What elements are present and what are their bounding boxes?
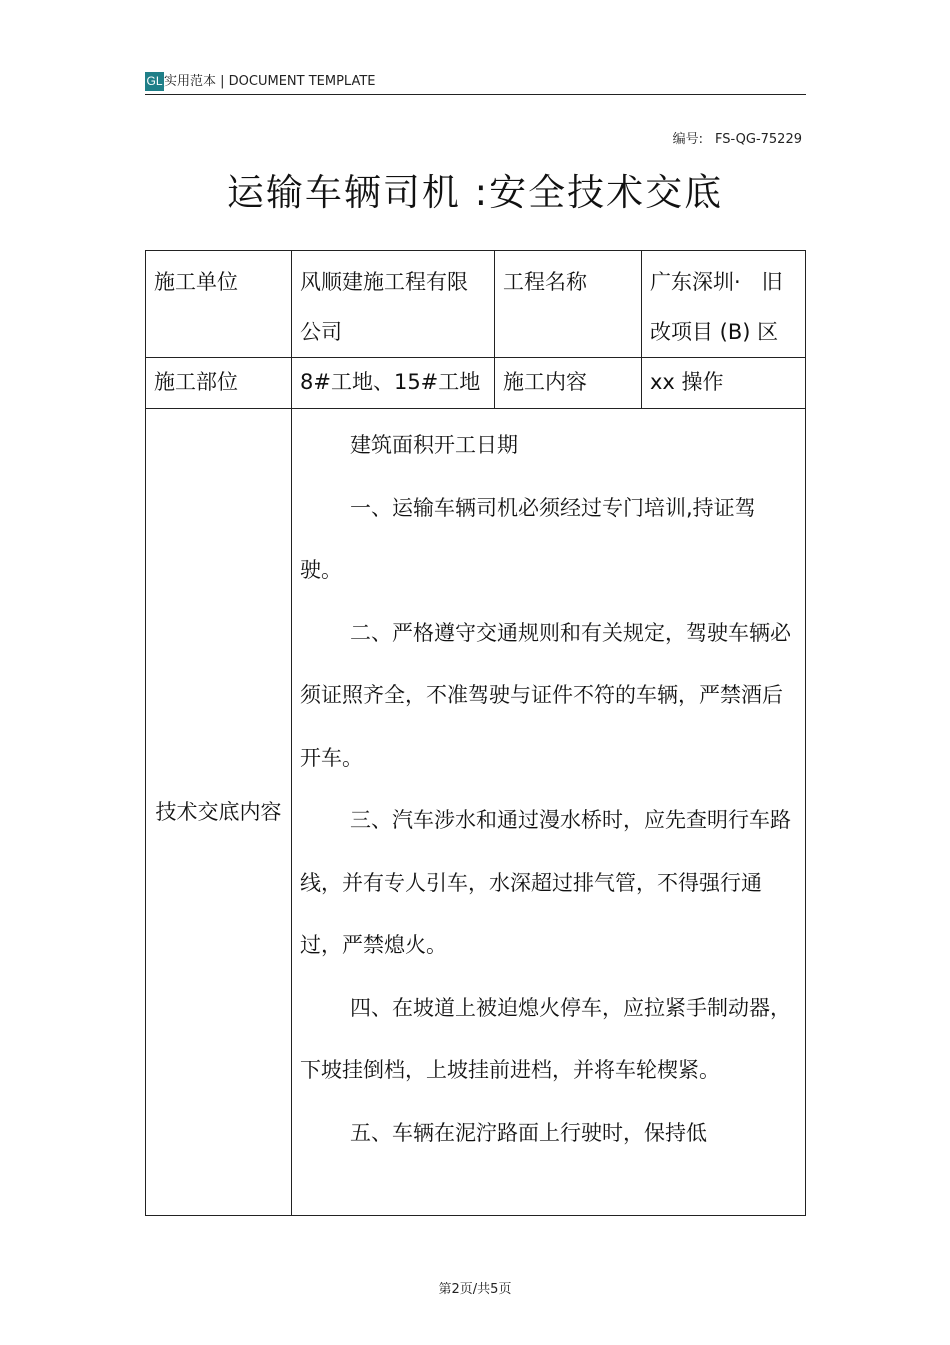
document-number-value: FS-QG-75229 xyxy=(714,132,802,147)
construction-content-label: 施工内容 xyxy=(503,370,587,394)
table-row xyxy=(146,251,806,358)
table-row xyxy=(146,409,806,1216)
page-header xyxy=(145,70,806,95)
project-name-value: 广东深圳· 旧改项目 (B) 区 xyxy=(650,270,783,344)
table-cell xyxy=(146,358,292,409)
paragraph: 四、在坡道上被迫熄火停车，应拉紧手制动器，下坡挂倒档，上坡挂前进档，并将车轮楔紧。 xyxy=(300,995,791,1082)
table-cell xyxy=(146,409,292,1216)
document-title: 运输车辆司机 :安全技术交底 xyxy=(226,171,724,214)
table-cell xyxy=(292,358,495,409)
page-footer: 第2页/共5页 xyxy=(438,1282,512,1297)
table-cell xyxy=(495,358,642,409)
technical-disclosure-content xyxy=(292,409,805,1164)
table-cell xyxy=(146,251,292,358)
disclosure-table xyxy=(145,250,806,1216)
table-cell xyxy=(642,358,806,409)
header-text: 实用范本 | DOCUMENT TEMPLATE xyxy=(164,74,376,89)
document-number xyxy=(673,128,802,147)
table-cell xyxy=(495,251,642,358)
construction-site-label: 施工部位 xyxy=(154,370,238,394)
table-cell xyxy=(642,251,806,358)
construction-content-value: xx 操作 xyxy=(650,370,724,394)
construction-site-value: 8#工地、15#工地 xyxy=(300,370,481,394)
technical-disclosure-label: 技术交底内容 xyxy=(155,800,282,824)
paragraph: 二、严格遵守交通规则和有关规定，驾驶车辆必须证照齐全，不准驾驶与证件不符的车辆，严禁酒后开车。 xyxy=(300,620,791,770)
gl-logo: GL xyxy=(145,72,164,91)
paragraph: 五、车辆在泥泞路面上行驶时，保持低 xyxy=(350,1120,707,1145)
paragraph: 三、汽车涉水和通过漫水桥时，应先查明行车路线，并有专人引车，水深超过排气管，不得强行通过，严禁熄火。 xyxy=(300,808,791,957)
table-row xyxy=(146,358,806,409)
table-cell xyxy=(292,251,495,358)
paragraph: 建筑面积开工日期 xyxy=(350,433,518,457)
construction-unit-label: 施工单位 xyxy=(154,270,238,294)
table-cell xyxy=(292,409,806,1216)
document-number-label: 编号: xyxy=(672,132,703,147)
construction-unit-value: 风顺建施工程有限公司 xyxy=(300,270,468,344)
paragraph: 一、运输车辆司机必须经过专门培训,持证驾驶。 xyxy=(300,495,756,582)
project-name-label: 工程名称 xyxy=(503,270,587,294)
